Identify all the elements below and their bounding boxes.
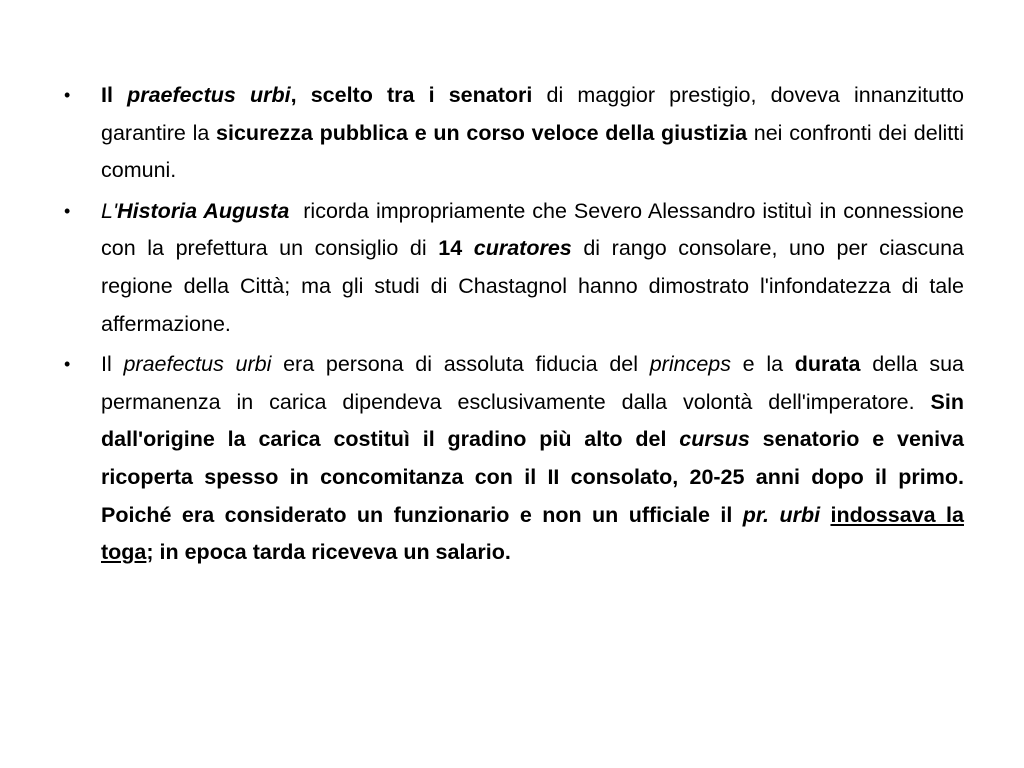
text-run-bold-italic: praefectus urbi xyxy=(127,83,291,107)
text-run-bold: ; in epoca tarda riceveva un salario. xyxy=(146,540,511,565)
bullet-icon: • xyxy=(64,85,71,105)
text-run: della sua permanenza in carica dipendeva esclusivamente dalla volontà dell'imperatore. xyxy=(101,352,964,414)
text-run: nei confronti dei delitti comuni. xyxy=(101,120,964,183)
text-run-italic: praefectus urbi xyxy=(123,352,272,377)
bullet-icon: • xyxy=(64,200,71,221)
text-run-bold-italic: cursus xyxy=(679,427,750,452)
text-run-bold: , scelto tra i senatori xyxy=(290,83,533,107)
text-run: di rango consolare, uno per ciascuna regione della Città; ma gli studi di Chastagnol hanno dimostrato l'infondatezza di tale affermazione. xyxy=(101,236,965,336)
text-run-bold: Sin dall'origine la carica costituì il gradino più alto del xyxy=(101,389,964,452)
text-run-bold: sicurezza pubblica e un corso veloce della giustizia xyxy=(216,120,748,145)
text-run-bold: durata xyxy=(794,352,861,377)
text-run: di maggior prestigio, doveva innanzitutto garantire la xyxy=(101,83,965,145)
text-run-bold-underline: indossava la toga xyxy=(101,502,964,565)
bullet-icon: • xyxy=(64,354,71,375)
text-run-bold-italic: Historia Augusta xyxy=(117,198,290,223)
text-run-bold-italic: pr. urbi xyxy=(742,502,821,527)
bullet-item-praefectus-urbi-role xyxy=(64,77,964,190)
text-run-bold-italic: curatores xyxy=(473,236,572,261)
text-run: ricorda impropriamente che Severo Alessandro istituì in connessione con la prefettura un consiglio di xyxy=(101,198,970,261)
text-run: e la xyxy=(730,352,795,377)
text-run-bold: Il xyxy=(101,83,128,107)
text-run-italic: princeps xyxy=(649,352,731,377)
bullet-item-princeps-fiducia xyxy=(64,346,964,572)
text-run: era persona di assoluta fiducia del xyxy=(271,352,650,377)
text-run-bold: 14 xyxy=(438,236,474,261)
text-run: Il xyxy=(101,352,124,377)
text-run-bold: senatorio e veniva ricoperta spesso in concomitanza con il II consolato, 20-25 anni dopo il primo. Poiché era considerato un funzionario e non un ufficiale il xyxy=(101,427,964,527)
bullet-item-historia-augusta xyxy=(64,193,970,343)
text-run-italic: L' xyxy=(101,198,118,223)
bullet-list xyxy=(64,77,970,575)
